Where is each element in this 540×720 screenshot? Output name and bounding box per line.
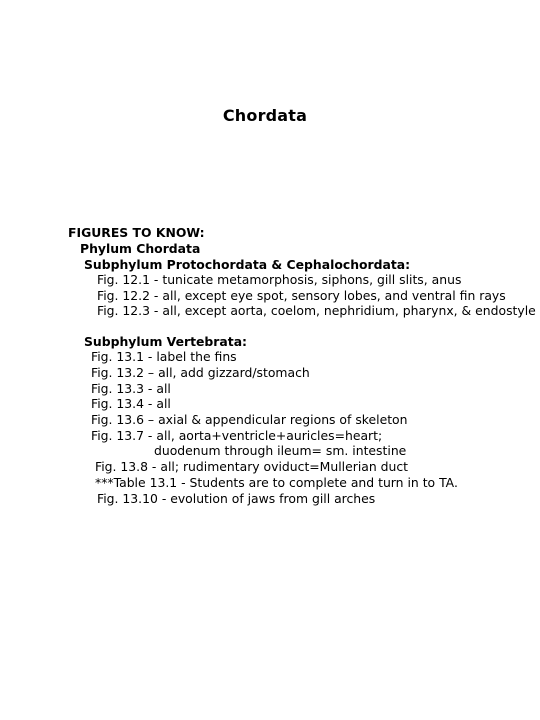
list-item: Fig. 13.1 - label the fins [91,349,237,364]
page-title: Chordata [222,106,308,125]
list-item: ***Table 13.1 - Students are to complete and turn in to TA. [95,475,458,490]
list-item: Fig. 13.6 – axial & appendicular regions of skeleton [91,412,408,427]
list-item: Fig. 12.2 - all, except eye spot, sensory lobes, and ventral fin rays [97,288,506,303]
list-item-continuation: duodenum through ileum= sm. intestine [154,443,407,458]
list-item: Fig. 13.3 - all [91,381,171,396]
subphylum-vertebrata-heading: Subphylum Vertebrata: [84,334,248,349]
list-item: Fig. 13.10 - evolution of jaws from gill arches [97,491,376,506]
list-item: Fig. 13.7 - all, aorta+ventricle+auricles=heart; [91,428,383,443]
phylum-heading: Phylum Chordata [80,241,201,256]
list-item: Fig. 12.3 - all, except aorta, coelom, nephridium, pharynx, & endostyle [97,303,536,318]
list-item: Fig. 13.8 - all; rudimentary oviduct=Mullerian duct [95,459,409,474]
list-item: Fig. 13.2 – all, add gizzard/stomach [91,365,310,380]
list-item: Fig. 12.1 - tunicate metamorphosis, siphons, gill slits, anus [97,272,462,287]
list-item: Fig. 13.4 - all [91,396,171,411]
subphylum-protochordata-heading: Subphylum Protochordata & Cephalochordata: [84,257,411,272]
section-heading: FIGURES TO KNOW: [68,225,205,240]
